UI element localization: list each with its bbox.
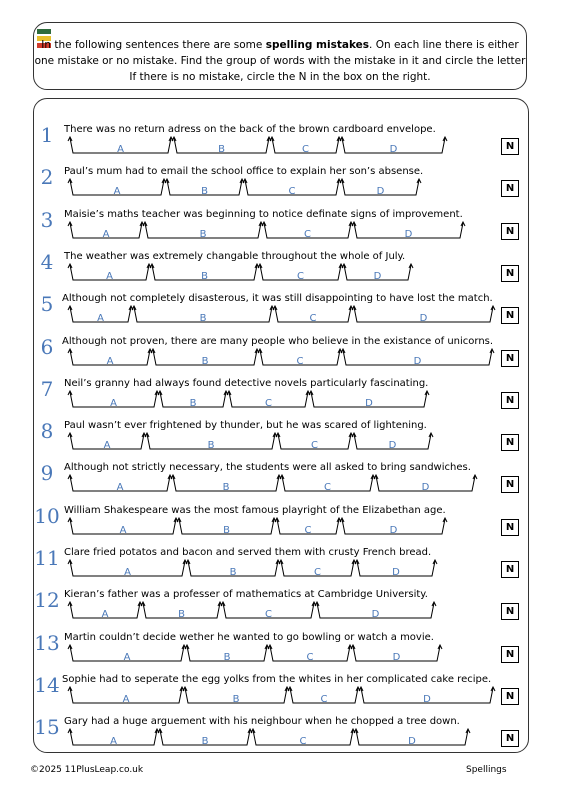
footer-subject: Spellings [466, 765, 507, 775]
group-d[interactable] [315, 602, 436, 620]
group-label: C [299, 736, 307, 748]
instructions-box [33, 22, 527, 90]
group-label: A [117, 144, 124, 155]
group-label: A [124, 567, 131, 578]
group-c[interactable] [270, 137, 341, 155]
group-a[interactable] [68, 645, 186, 663]
group-label: D [413, 355, 422, 367]
group-d[interactable] [354, 729, 470, 747]
footer-copyright: ©2025 11PlusLeap.co.uk [30, 765, 144, 775]
question-row-15 [0, 716, 564, 758]
question-number: 13 [34, 630, 60, 655]
no-mistake-box[interactable]: N [501, 476, 519, 493]
question-number: 7 [40, 376, 54, 401]
word-group-brackets [0, 390, 500, 416]
group-label: A [123, 651, 131, 663]
group-label: A [113, 186, 121, 198]
word-group-brackets [0, 432, 500, 458]
instructions-line2: one mistake or no mistake. Find the group of words with the mistake in it and circle the letter [34, 55, 526, 67]
group-label: B [218, 144, 225, 155]
question-row-12 [0, 589, 564, 631]
question-sentence: Clare fried potatos and bacon and served them with crusty French bread. [64, 547, 432, 558]
question-row-1 [0, 124, 564, 166]
group-d[interactable] [374, 475, 477, 493]
group-label: C [304, 524, 312, 536]
question-number: 11 [34, 546, 60, 570]
group-a[interactable] [68, 391, 159, 409]
no-mistake-box[interactable]: N [501, 265, 519, 282]
group-label: D [389, 144, 398, 155]
group-d[interactable] [351, 645, 442, 663]
instructions-text [34, 37, 526, 85]
question-number: 4 [40, 249, 54, 274]
question-row-7 [0, 378, 564, 420]
group-label: D [388, 440, 397, 452]
group-a[interactable] [68, 518, 178, 536]
question-number: 3 [40, 207, 54, 232]
question-row-2 [0, 166, 564, 208]
question-sentence: Martin couldn’t decide wether he wanted to go bowling or watch a movie. [64, 631, 434, 643]
group-b[interactable] [183, 687, 289, 705]
question-sentence: There was no return adress on the back of the brown cardboard envelope. [64, 124, 436, 135]
group-a[interactable] [68, 687, 184, 705]
question-number: 5 [40, 292, 54, 317]
question-number: 9 [40, 461, 54, 486]
group-b[interactable] [172, 137, 271, 155]
group-label: A [110, 397, 117, 409]
no-mistake-box[interactable]: N [501, 646, 519, 663]
group-label: C [296, 355, 304, 367]
word-group-brackets [0, 305, 500, 331]
group-c[interactable] [273, 306, 353, 324]
question-sentence: Paul wasn’t ever frightened by thunder, but he was scared of lightening. [64, 420, 427, 432]
group-b[interactable] [143, 222, 263, 240]
no-mistake-box[interactable]: N [501, 350, 519, 367]
group-a[interactable] [68, 137, 173, 155]
group-label: A [103, 440, 111, 452]
group-label: A [101, 609, 109, 621]
group-label: C [314, 567, 321, 578]
group-label: D [421, 482, 430, 494]
group-d[interactable] [355, 560, 437, 578]
group-label: B [232, 693, 240, 705]
group-a[interactable] [68, 560, 187, 578]
question-number: 1 [40, 123, 54, 147]
question-row-5 [0, 293, 564, 335]
group-label: B [201, 736, 209, 748]
group-label: B [199, 228, 207, 240]
question-sentence: Gary had a huge arguement with his neighbour when he chopped a tree down. [64, 716, 460, 728]
group-label: B [189, 397, 197, 409]
group-b[interactable] [158, 391, 228, 409]
group-label: C [265, 397, 272, 409]
question-sentence: The weather was extremely changable throughout the whole of July. [64, 250, 406, 262]
group-a[interactable] [68, 264, 151, 282]
no-mistake-box[interactable]: N [501, 307, 519, 324]
group-label: B [207, 440, 215, 452]
question-row-13 [0, 632, 564, 674]
group-label: C [288, 186, 296, 198]
group-label: D [423, 693, 431, 705]
group-label: D [408, 736, 416, 748]
group-label: A [102, 228, 110, 240]
word-group-brackets [0, 178, 500, 204]
group-label: C [304, 228, 311, 240]
no-mistake-box[interactable]: N [501, 603, 519, 620]
group-label: A [97, 313, 104, 325]
group-label: C [320, 693, 328, 705]
group-b[interactable] [185, 645, 269, 663]
group-d[interactable] [341, 349, 494, 367]
group-b[interactable] [145, 433, 277, 451]
question-row-8 [0, 420, 564, 462]
group-d[interactable] [359, 687, 495, 705]
group-d[interactable] [340, 179, 421, 197]
word-group-brackets [0, 474, 500, 500]
group-label: C [265, 609, 272, 621]
group-label: B [223, 524, 230, 536]
word-group-brackets [0, 601, 500, 627]
group-label: A [110, 736, 117, 748]
group-c[interactable] [258, 264, 343, 282]
group-b[interactable] [171, 475, 281, 493]
word-group-brackets [0, 348, 500, 374]
group-label: D [371, 609, 380, 621]
group-d[interactable] [340, 137, 447, 155]
no-mistake-box[interactable]: N [501, 688, 519, 705]
instructions-line1-pre: In the following sentences there are some [41, 39, 266, 51]
group-label: B [201, 270, 208, 282]
no-mistake-box[interactable]: N [501, 561, 519, 578]
group-d[interactable] [352, 306, 495, 324]
group-b[interactable] [151, 349, 259, 367]
group-c[interactable] [221, 602, 316, 620]
group-b[interactable] [158, 729, 252, 747]
group-a[interactable] [68, 222, 144, 240]
question-row-10 [0, 505, 564, 547]
question-row-4 [0, 251, 564, 293]
question-row-11 [0, 547, 564, 589]
group-label: B [223, 651, 231, 663]
question-row-3 [0, 209, 564, 251]
question-sentence: Sophie had to seperate the egg yolks from the whites in her complicated cake recipe. [62, 673, 492, 685]
group-label: B [222, 482, 230, 494]
group-label: C [302, 144, 309, 155]
question-sentence: William Shakespeare was the most famous playright of the Elizabethan age. [64, 504, 446, 516]
question-sentence: Maisie’s maths teacher was beginning to notice definate signs of improvement. [64, 208, 463, 220]
no-mistake-box[interactable]: N [501, 223, 519, 240]
no-mistake-box[interactable]: N [501, 180, 519, 197]
group-label: B [201, 186, 208, 198]
group-c[interactable] [280, 475, 375, 493]
group-label: A [119, 524, 127, 536]
question-number: 15 [34, 715, 60, 740]
question-row-9 [0, 462, 564, 504]
question-sentence: Kieran’s father was a professer of mathematics at Cambridge University. [64, 589, 428, 601]
word-group-brackets [0, 263, 500, 289]
question-number: 14 [34, 672, 60, 697]
group-c[interactable] [262, 222, 353, 240]
group-label: B [201, 355, 209, 367]
question-number: 2 [40, 165, 54, 190]
group-a[interactable] [68, 179, 166, 197]
group-c[interactable] [243, 179, 341, 197]
no-mistake-box[interactable]: N [501, 730, 519, 747]
group-label: A [116, 482, 124, 494]
question-row-6 [0, 336, 564, 378]
word-group-brackets [0, 517, 500, 543]
group-label: D [404, 228, 413, 240]
group-label: B [178, 609, 185, 621]
group-c[interactable] [288, 687, 360, 705]
instructions-line3: If there is no mistake, circle the N in the box on the right. [129, 71, 431, 83]
group-a[interactable] [68, 729, 159, 747]
word-group-brackets [0, 221, 500, 247]
group-label: B [229, 567, 237, 578]
question-sentence: Although not completely disasterous, it was still disappointing to have lost the match. [62, 293, 493, 305]
group-d[interactable] [352, 433, 433, 451]
word-group-brackets [0, 728, 500, 754]
group-c[interactable] [268, 645, 352, 663]
group-label: C [311, 440, 318, 452]
group-d[interactable] [352, 222, 465, 240]
question-sentence: Paul’s mum had to email the school office to explain her son’s absense. [64, 166, 424, 178]
group-label: C [309, 313, 317, 325]
instructions-line1-bold: spelling mistakes [265, 39, 370, 51]
no-mistake-box[interactable]: N [501, 138, 519, 155]
group-label: A [106, 270, 113, 282]
group-b[interactable] [132, 306, 274, 324]
question-number: 10 [34, 503, 60, 528]
group-label: B [199, 313, 207, 325]
word-group-brackets [0, 136, 500, 162]
group-d[interactable] [309, 391, 429, 409]
group-b[interactable] [141, 602, 222, 620]
question-number: 8 [40, 419, 54, 444]
group-a[interactable] [68, 349, 152, 367]
group-c[interactable] [276, 433, 353, 451]
question-sentence: Although not strictly necessary, the students were all asked to bring sandwiches. [64, 462, 471, 474]
group-c[interactable] [279, 560, 356, 578]
group-label: A [122, 693, 130, 705]
group-label: C [297, 270, 304, 282]
group-label: D [392, 651, 401, 663]
group-label: D [389, 524, 398, 536]
group-d[interactable] [342, 264, 413, 282]
group-label: D [419, 313, 428, 325]
question-sentence: Neil’s granny had always found detective novels particularly fascinating. [64, 377, 429, 389]
group-b[interactable] [177, 518, 276, 536]
group-c[interactable] [251, 729, 355, 747]
group-a[interactable] [68, 433, 146, 451]
question-sentence: Although not proven, there are many people who believe in the existance of unicorns. [62, 335, 494, 347]
group-label: D [376, 186, 385, 198]
group-b[interactable] [186, 560, 280, 578]
group-a[interactable] [68, 602, 142, 620]
group-label: C [324, 482, 331, 494]
no-mistake-box[interactable]: N [501, 519, 519, 536]
group-c[interactable] [275, 518, 341, 536]
group-label: D [392, 567, 400, 578]
group-d[interactable] [340, 518, 447, 536]
group-b[interactable] [165, 179, 244, 197]
word-group-brackets [0, 686, 500, 712]
group-b[interactable] [150, 264, 259, 282]
group-c[interactable] [258, 349, 342, 367]
group-label: C [306, 651, 314, 663]
no-mistake-box[interactable]: N [501, 434, 519, 451]
group-label: D [373, 270, 382, 282]
word-group-brackets [0, 559, 500, 585]
no-mistake-box[interactable]: N [501, 392, 519, 409]
group-c[interactable] [227, 391, 310, 409]
question-number: 12 [34, 588, 60, 613]
group-label: D [365, 397, 373, 409]
instructions-line1-post: . On each line there is either [369, 39, 519, 51]
group-a[interactable] [68, 306, 133, 324]
group-label: A [106, 355, 114, 367]
question-row-14 [0, 674, 564, 716]
group-a[interactable] [68, 475, 172, 493]
word-group-brackets [0, 644, 500, 670]
question-number: 6 [40, 334, 54, 359]
